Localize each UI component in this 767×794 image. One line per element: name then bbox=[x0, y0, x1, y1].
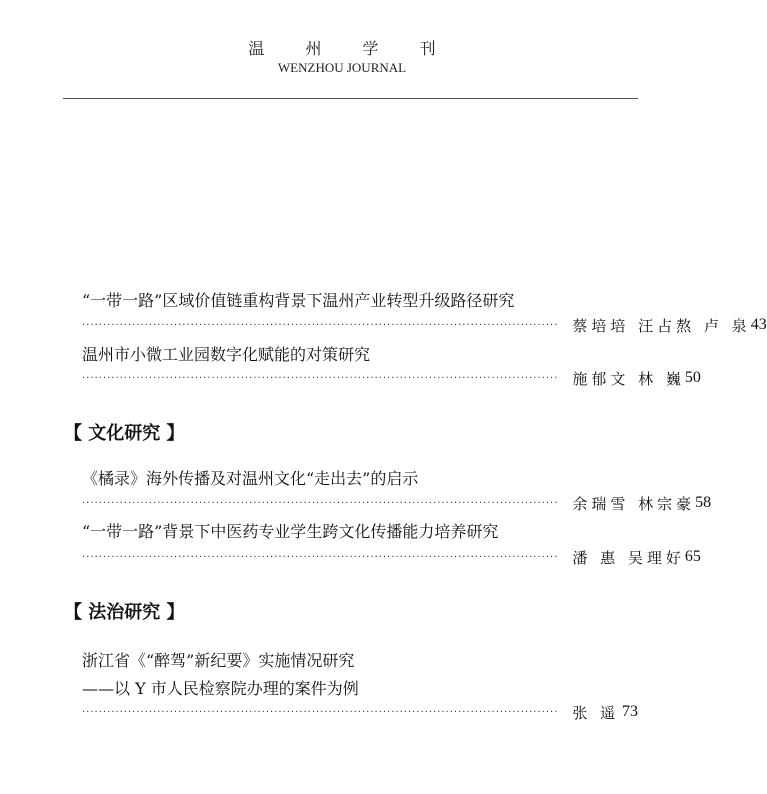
toc-entry-authors: 蔡培培 汪占熬 卢 泉 bbox=[572, 316, 751, 335]
toc-entry-title[interactable]: 《橘录》海外传播及对温州文化“走出去”的启示 bbox=[82, 469, 419, 488]
toc-entry-line bbox=[82, 367, 701, 389]
leader-dots: ·················································································································· bbox=[82, 551, 559, 563]
toc-entry-line bbox=[82, 546, 701, 568]
toc-entry-page[interactable]: 50 bbox=[684, 369, 701, 386]
section-heading-law: 【 法治研究 】 bbox=[64, 602, 185, 623]
toc-entry-page[interactable]: 65 bbox=[684, 548, 701, 565]
section-heading-culture: 【 文化研究 】 bbox=[64, 423, 185, 444]
toc-entry-line bbox=[82, 314, 767, 336]
toc-entry-page[interactable]: 73 bbox=[622, 703, 638, 720]
header-rule bbox=[63, 98, 638, 99]
leader-dots: ·················································································································· bbox=[82, 372, 559, 384]
toc-entry-page[interactable]: 58 bbox=[695, 494, 712, 511]
toc-entry-line bbox=[82, 701, 638, 723]
toc-entry-title[interactable]: “一带一路”背景下中医药专业学生跨文化传播能力培养研究 bbox=[82, 522, 499, 541]
toc-entry-title[interactable]: 温州市小微工业园数字化赋能的对策研究 bbox=[82, 345, 371, 364]
toc-entry-page[interactable]: 43 bbox=[750, 316, 767, 333]
toc-entry-authors: 张 遥 bbox=[572, 703, 620, 722]
leader-dots: ·················································································································· bbox=[82, 497, 559, 509]
toc-entry-authors: 潘 惠 吴理好 bbox=[572, 548, 685, 567]
toc-entry-authors: 施郁文 林 巍 bbox=[572, 369, 685, 388]
toc-entry-line bbox=[82, 492, 712, 514]
leader-dots: ·················································································································· bbox=[82, 319, 559, 331]
toc-entry-title[interactable]: 浙江省《“醉驾”新纪要》实施情况研究 bbox=[82, 651, 355, 670]
toc-entry-title[interactable]: “一带一路”区域价值链重构背景下温州产业转型升级路径研究 bbox=[82, 291, 515, 310]
toc-entry-authors: 余瑞雪 林宗豪 bbox=[572, 494, 696, 513]
journal-title: 温 州 学 刊 bbox=[248, 39, 454, 58]
journal-subtitle: WENZHOU JOURNAL bbox=[277, 60, 407, 75]
toc-entry-subtitle: ——以 Y 市人民检察院办理的案件为例 bbox=[82, 679, 359, 698]
leader-dots: ·················································································································· bbox=[82, 706, 559, 718]
